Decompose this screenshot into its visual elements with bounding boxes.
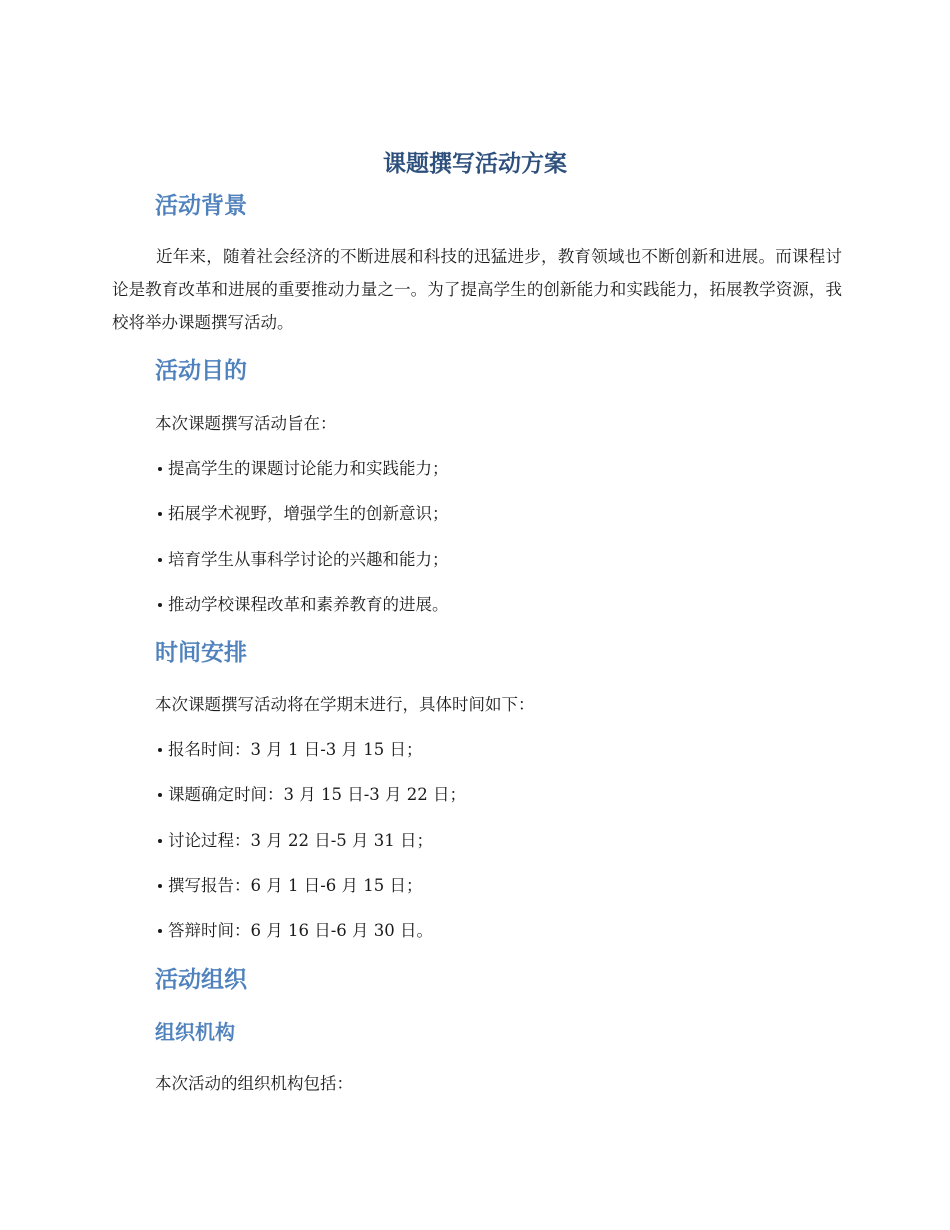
- purpose-item-text: 拓展学术视野，增强学生的创新意识；: [168, 504, 449, 523]
- schedule-item: [155, 916, 433, 946]
- bullet-icon: [158, 603, 162, 607]
- bullet-icon: [158, 793, 162, 797]
- purpose-item: [155, 499, 449, 529]
- bullet-icon: [158, 929, 162, 933]
- schedule-item-text: 讨论过程：3 月 22 日-5 月 31 日；: [168, 831, 434, 850]
- bullet-icon: [158, 839, 162, 843]
- purpose-item-text: 提高学生的课题讨论能力和实践能力；: [168, 459, 449, 478]
- subheading-org-structure: 组织机构: [155, 1020, 235, 1044]
- purpose-intro: 本次课题撰写活动旨在：: [155, 414, 337, 433]
- schedule-item: [155, 780, 466, 810]
- bullet-icon: [158, 512, 162, 516]
- bullet-icon: [158, 748, 162, 752]
- schedule-item: [155, 871, 423, 901]
- schedule-item: [155, 826, 433, 856]
- purpose-item: [155, 545, 449, 575]
- purpose-item: [155, 590, 449, 620]
- bullet-icon: [158, 558, 162, 562]
- bullet-icon: [158, 467, 162, 471]
- schedule-item: [155, 735, 423, 765]
- document-title: 课题撰写活动方案: [383, 151, 567, 177]
- background-paragraph: 近年来，随着社会经济的不断进展和科技的迅猛进步，教育领域也不断创新和进展。而课程讨论是教育改革和进展的重要推动力量之一。为了提高学生的创新能力和实践能力，拓展教学资源，我校将举办课题撰写活动。: [112, 247, 842, 332]
- schedule-item-text: 撰写报告：6 月 1 日-6 月 15 日；: [168, 876, 423, 895]
- heading-schedule: 时间安排: [155, 640, 247, 666]
- purpose-item-text: 培育学生从事科学讨论的兴趣和能力；: [168, 550, 449, 569]
- heading-purpose: 活动目的: [155, 358, 247, 384]
- purpose-item-text: 推动学校课程改革和素养教育的进展。: [168, 595, 449, 614]
- heading-background: 活动背景: [155, 193, 247, 219]
- organization-intro: 本次活动的组织机构包括：: [155, 1074, 353, 1093]
- schedule-intro: 本次课题撰写活动将在学期末进行，具体时间如下：: [155, 695, 535, 714]
- bullet-icon: [158, 884, 162, 888]
- schedule-item-text: 答辩时间：6 月 16 日-6 月 30 日。: [168, 921, 434, 940]
- purpose-item: [155, 454, 449, 484]
- schedule-item-text: 报名时间：3 月 1 日-3 月 15 日；: [168, 740, 423, 759]
- heading-organization: 活动组织: [155, 967, 247, 993]
- schedule-item-text: 课题确定时间：3 月 15 日-3 月 22 日；: [168, 785, 467, 804]
